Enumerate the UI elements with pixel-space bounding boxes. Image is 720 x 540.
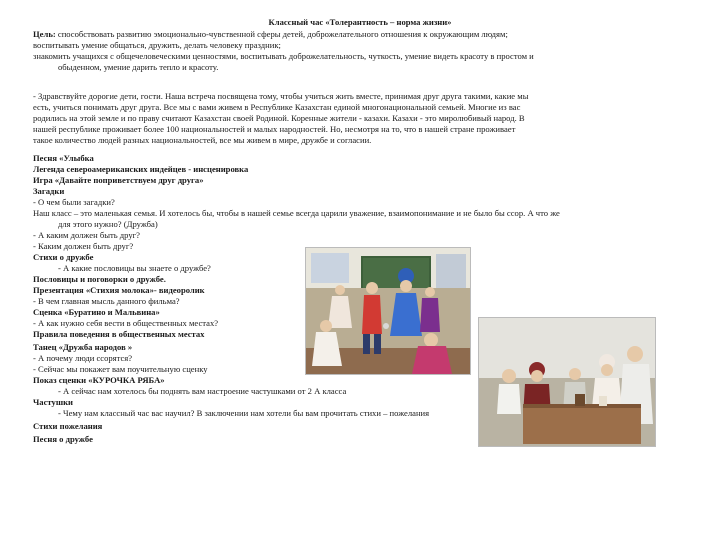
item-scene-intro: - Сейчас мы покажет вам поучительную сценку [33, 364, 208, 374]
item-lesson-question: - Чему нам классный час вас научил? В заключении нам хотели бы вам прочитать стихи – пожелания [58, 408, 430, 418]
document-title: Классный час «Толерантность – норма жизни» [268, 17, 452, 27]
item-film-question: - В чем главная мысль данного фильма? [33, 296, 180, 306]
students-scene-photo [478, 317, 656, 447]
item-presentation: Презентация «Стихия молока»- видеоролик [33, 285, 205, 295]
goals-text: способствовать развитию эмоционально-чувственной сферы детей, доброжелательного отношения к окружающим людям; [55, 29, 508, 39]
item-quarrel-question: - А почему люди ссорятся? [33, 353, 133, 363]
intro-line: нашей республике проживает более 100 национальностей и малых народностей. Но, несмотря на то, что в нашей стране проживает [33, 124, 516, 134]
intro-line: родились на этой земле и по праву считают Казахстан своей Родиной. Коренные жители - казахи. Казахи - это миролюбивый народ. В [33, 113, 525, 123]
students-scene-image [479, 318, 655, 446]
item-scene-buratino: Сценка «Буратино и Мальвина» [33, 307, 160, 317]
item-scene-ryaba: Показ сценки «КУРОЧКА РЯБА» [33, 375, 165, 385]
intro-line: такое количество людей разных национальностей, все мы живем в мире, дружбе и согласии. [33, 135, 372, 145]
intro-line: есть, учиться понимать друг друга. Все мы с вами живем в Республике Казахстан единой многонациональной семьей. Многие из вас [33, 102, 521, 112]
item-behaviour-question: - А как нужно себя вести в общественных местах? [33, 318, 219, 328]
goals-line-1 [33, 29, 508, 40]
item-legend: Легенда североамериканских индейцев - инсценировка [33, 164, 249, 174]
goals-line-4: обыденном, умение дарить тепло и красоту. [58, 62, 219, 72]
item-rules: Правила поведения в общественных местах [33, 329, 205, 339]
goals-line-2: воспитывать умение общаться, дружить, делать человеку праздник; [33, 40, 281, 50]
item-game: Игра «Давайте поприветствуем друг друга» [33, 175, 204, 185]
item-friend-question-1: - А каким должен быть друг? [33, 230, 140, 240]
item-song-friendship: Песня о дружбе [33, 434, 93, 444]
item-riddles-question: - О чем были загадки? [33, 197, 115, 207]
item-chastushki: Частушки [33, 397, 73, 407]
item-wish-poems: Стихи пожелания [33, 421, 103, 431]
goals-line-3: знакомить учащихся с общечеловеческими ценностями, воспитывать доброжелательность, чуткость, умение видеть красоту в простом и [33, 51, 534, 61]
item-riddles: Загадки [33, 186, 65, 196]
item-friendship-answer: для этого нужно? (Дружба) [58, 219, 158, 229]
item-class-family: Наш класс – это маленькая семья. И хотелось бы, чтобы в нашей семье всегда царили уважение, взаимопонимание и не было бы ссор. А что же [33, 208, 560, 218]
classroom-performance-photo [305, 247, 471, 375]
item-proverbs: Пословицы и поговорки о дружбе. [33, 274, 166, 284]
intro-line: - Здравствуйте дорогие дети, гости. Наша встреча посвящена тому, чтобы учиться жить вместе, принимая друг друга такими, какие мы [33, 91, 529, 101]
item-dance: Танец «Дружба народов » [33, 342, 133, 352]
item-song-smile: Песня «Улыбка [33, 153, 94, 163]
item-poems-friendship: Стихи о дружбе [33, 252, 94, 262]
item-friend-question-2: - Каким должен быть друг? [33, 241, 134, 251]
item-proverbs-question: - А какие пословицы вы знаете о дружбе? [58, 263, 211, 273]
item-chastushki-intro: - А сейчас нам хотелось бы поднять вам настроение частушками от 2 А класса [58, 386, 347, 396]
classroom-performance-image [306, 248, 470, 374]
goals-label: Цель: [33, 29, 56, 39]
